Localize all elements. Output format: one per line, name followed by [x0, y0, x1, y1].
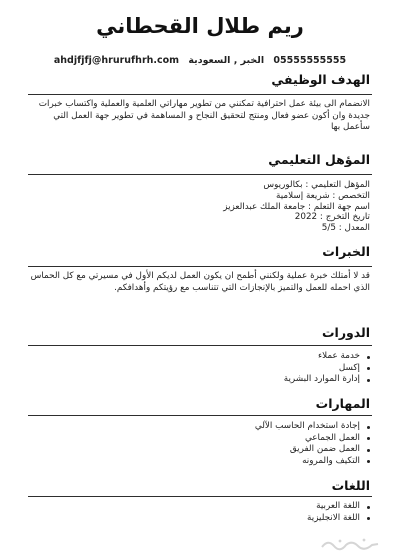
education-degree: المؤهل التعليمي : بكالوريوس	[263, 180, 370, 190]
list-item: التكيف والمرونه	[255, 456, 360, 468]
list-item: إدارة الموارد البشرية	[283, 374, 360, 384]
list-item: اللغة العربية	[307, 501, 360, 513]
watermark-logo-icon	[318, 536, 382, 552]
experience-title: الخبرات	[322, 244, 370, 259]
education-divider	[28, 174, 372, 175]
education-title: المؤهل التعليمي	[268, 152, 370, 167]
objective-title: الهدف الوظيفي	[271, 72, 370, 87]
contact-email: ahdjfjfj@hrurufhrh.com	[53, 55, 180, 66]
education-major: التخصص : شريعة إسلامية	[276, 190, 370, 201]
list-item: إكسل	[284, 363, 360, 375]
experience-divider	[28, 266, 372, 267]
list-item: العمل ضمن الفريق	[255, 444, 360, 456]
languages-list	[307, 501, 374, 524]
list-item: اللغة الانجليزية	[307, 512, 360, 523]
education-details	[70, 180, 370, 234]
courses-list	[284, 351, 374, 386]
experience-text: قد لا أمتلك خبرة عملية ولكنني أطمح ان يكون العمل لديكم الأول في مسيرتي مع كل الحماس الذي احمله للعمل والتميز بالإنجازات التي تتناسب مع رؤيتكم وأهدافكم.	[30, 271, 370, 293]
skills-list	[255, 421, 374, 467]
list-item: إجادة استخدام الحاسب الآلي	[254, 421, 360, 431]
contact-line	[0, 55, 400, 66]
skills-divider	[28, 415, 372, 416]
education-graduation: تاريخ التخرج : 2022	[294, 212, 370, 223]
skills-title: المهارات	[315, 396, 370, 411]
contact-phone: 05555555555	[273, 55, 347, 66]
courses-title: الدورات	[321, 325, 370, 340]
list-item: العمل الجماعي	[255, 433, 360, 445]
resume-name: ريم طلال القحطاني	[96, 14, 304, 38]
languages-title: اللغات	[331, 478, 370, 493]
education-institution: اسم جهة التعلم : جامعة الملك عبدالعزيز	[223, 201, 370, 212]
objective-text: الانضمام الى بيئة عمل احترافية تمكنني من تطوير مهاراتي العلمية والعملية واكتساب خبرات جديدة وان أكون عضو فعال ومنتج لتحقيق النجاح و المساهمة في تطوير جهة العمل التي سأعمل بها	[38, 99, 370, 132]
languages-divider	[28, 496, 372, 497]
courses-divider	[28, 345, 372, 346]
objective-divider	[28, 94, 372, 95]
list-item: خدمة عملاء	[284, 351, 360, 363]
education-gpa: المعدل : 5/5	[321, 223, 370, 234]
contact-location: الخبر , السعودية	[188, 55, 265, 66]
